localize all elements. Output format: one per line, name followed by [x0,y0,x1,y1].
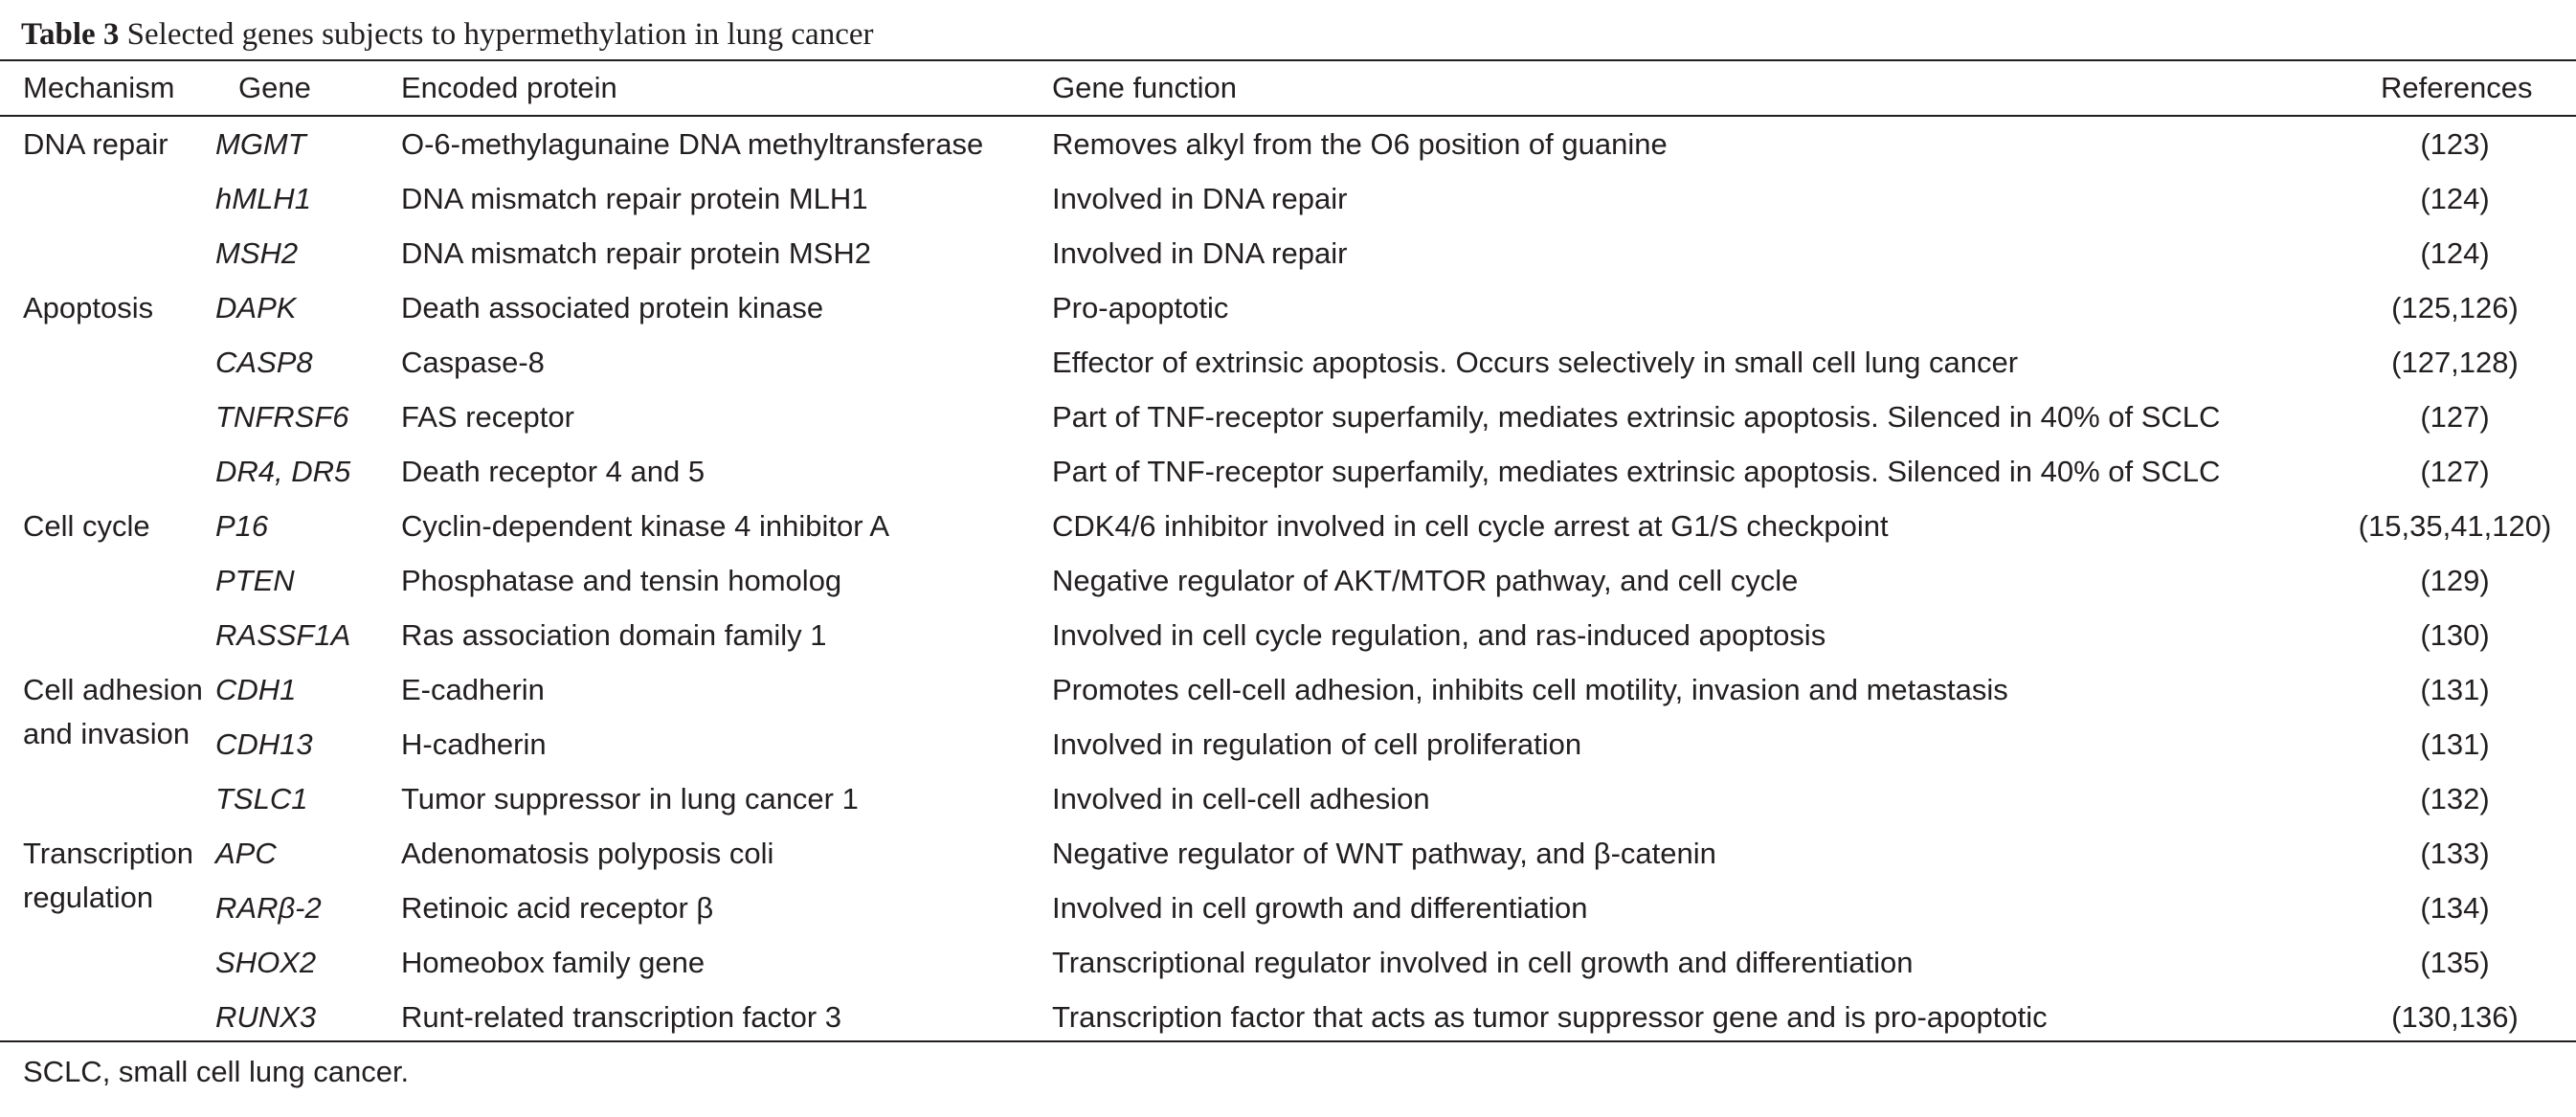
table-header [0,61,2576,115]
encoded-protein-cell: Runt-related transcription factor 3 [401,999,842,1034]
gene-function-cell: Effector of extrinsic apoptosis. Occurs selectively in small cell lung cancer [1052,345,2019,379]
mechanism-cell: DNA repair [23,127,168,161]
gene-function-cell: Involved in cell cycle regulation, and ras-induced apoptosis [1052,617,1826,652]
references-cell: (124) [2420,181,2490,215]
references-cell: (127) [2420,454,2490,488]
encoded-protein-cell: Tumor suppressor in lung cancer 1 [401,781,859,815]
references-cell: (132) [2420,781,2490,815]
encoded-protein-cell: O-6-methylagunaine DNA methyltransferase [401,126,984,161]
references-cell: (134) [2420,890,2490,925]
mechanism-cell: Transcription regulation [23,837,194,914]
gene-function-cell: Transcription factor that acts as tumor suppressor gene and is pro-apoptotic [1052,999,2048,1034]
encoded-protein-cell: Death receptor 4 and 5 [401,454,706,488]
gene-cell: DR4, DR5 [215,454,351,488]
table-row [0,390,2576,444]
header-gene: Gene [238,71,311,104]
references-cell: (125,126) [2391,290,2519,324]
bottom-rule [0,1040,2576,1042]
references-cell: (127) [2420,399,2490,434]
references-cell: (127,128) [2391,345,2519,379]
encoded-protein-cell: Phosphatase and tensin homolog [401,563,842,597]
encoded-protein-cell: DNA mismatch repair protein MSH2 [401,235,871,270]
references-cell: (135) [2420,945,2490,979]
table-row [0,662,2576,717]
table-caption [21,11,874,57]
gene-cell: CDH13 [215,726,313,761]
encoded-protein-cell: Homeobox family gene [401,945,706,979]
gene-function-cell: Part of TNF-receptor superfamily, mediates extrinsic apoptosis. Silenced in 40% of SCLC [1052,454,2221,488]
table-row [0,771,2576,826]
gene-function-cell: CDK4/6 inhibitor involved in cell cycle arrest at G1/S checkpoint [1052,508,1889,543]
gene-function-cell: Part of TNF-receptor superfamily, mediates extrinsic apoptosis. Silenced in 40% of SCLC [1052,399,2221,434]
table-row [0,553,2576,608]
gene-cell: RUNX3 [215,999,317,1034]
gene-function-cell: Involved in cell growth and differentiation [1052,890,1588,925]
table-row [0,990,2576,1044]
encoded-protein-cell: Caspase-8 [401,345,545,379]
encoded-protein-cell: Death associated protein kinase [401,290,824,324]
gene-cell: TNFRSF6 [215,399,349,434]
gene-cell: P16 [215,508,269,543]
table-row [0,935,2576,990]
table-row [0,881,2576,935]
table-label: Table 3 [21,17,120,52]
table-row [0,117,2576,171]
table-title: Selected genes subjects to hypermethylation in lung cancer [119,17,874,52]
gene-cell: MSH2 [215,235,299,270]
gene-function-cell: Transcriptional regulator involved in cell growth and differentiation [1052,945,1914,979]
references-cell: (131) [2420,726,2490,761]
mechanism-cell: Apoptosis [23,291,154,324]
gene-cell: hMLH1 [215,181,311,215]
gene-cell: CASP8 [215,345,313,379]
table-row [0,280,2576,335]
header-references: References [2381,71,2533,104]
gene-cell: TSLC1 [215,781,308,815]
references-cell: (131) [2420,672,2490,706]
gene-function-cell: Promotes cell-cell adhesion, inhibits cell motility, invasion and metastasis [1052,672,2008,706]
gene-cell: DAPK [215,290,297,324]
header-encoded-protein: Encoded protein [401,71,617,104]
gene-function-cell: Pro-apoptotic [1052,290,1229,324]
gene-cell: SHOX2 [215,945,317,979]
table-row [0,826,2576,881]
header-mechanism: Mechanism [23,71,175,104]
references-cell: (130,136) [2391,999,2519,1034]
gene-function-cell: Negative regulator of AKT/MTOR pathway, and cell cycle [1052,563,1799,597]
encoded-protein-cell: Ras association domain family 1 [401,617,827,652]
references-cell: (15,35,41,120) [2358,508,2552,543]
gene-cell: RASSF1A [215,617,351,652]
references-cell: (130) [2420,617,2490,652]
table-row [0,226,2576,280]
gene-function-cell: Negative regulator of WNT pathway, and β-catenin [1052,836,1716,870]
gene-function-cell: Involved in regulation of cell proliferation [1052,726,1582,761]
gene-cell: CDH1 [215,672,297,706]
table-row [0,608,2576,662]
mechanism-cell: Cell cycle [23,509,150,543]
references-cell: (129) [2420,563,2490,597]
table-row [0,444,2576,499]
references-cell: (124) [2420,235,2490,270]
gene-function-cell: Involved in DNA repair [1052,181,1348,215]
encoded-protein-cell: Cyclin-dependent kinase 4 inhibitor A [401,508,890,543]
references-cell: (133) [2420,836,2490,870]
mechanism-cell: Cell adhesion and invasion [23,673,203,750]
encoded-protein-cell: E-cadherin [401,672,545,706]
references-cell: (123) [2420,126,2490,161]
gene-function-cell: Involved in cell-cell adhesion [1052,781,1430,815]
genes-table [0,117,2576,1044]
encoded-protein-cell: FAS receptor [401,399,574,434]
gene-cell: PTEN [215,563,295,597]
encoded-protein-cell: Adenomatosis polyposis coli [401,836,774,870]
table-row [0,499,2576,553]
gene-function-cell: Involved in DNA repair [1052,235,1348,270]
encoded-protein-cell: Retinoic acid receptor β [401,890,714,925]
table-row [0,717,2576,771]
gene-cell: MGMT [215,126,306,161]
header-gene-function: Gene function [1052,71,1238,104]
gene-function-cell: Removes alkyl from the O6 position of guanine [1052,126,1668,161]
gene-cell: RARβ-2 [215,890,322,925]
encoded-protein-cell: H-cadherin [401,726,547,761]
table-row [0,335,2576,390]
table-body [0,117,2576,1044]
table-footnote: SCLC, small cell lung cancer. [23,1055,410,1088]
table-row [0,171,2576,226]
encoded-protein-cell: DNA mismatch repair protein MLH1 [401,181,868,215]
gene-cell: APC [215,836,277,870]
